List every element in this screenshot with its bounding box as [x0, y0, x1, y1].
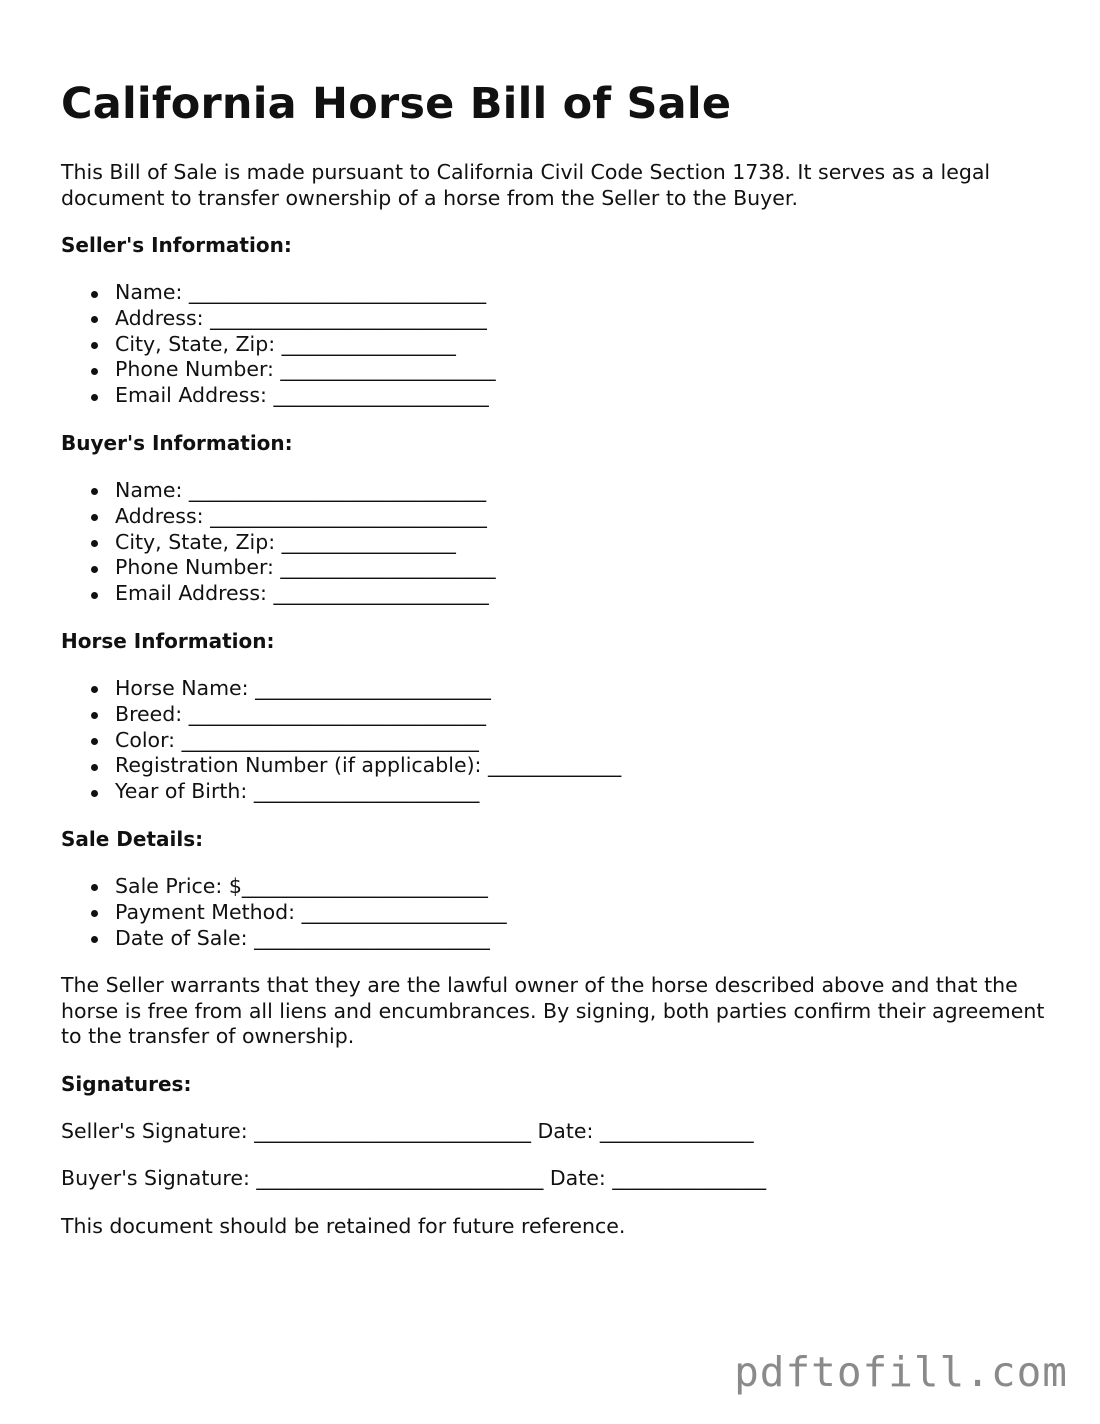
document-title: California Horse Bill of Sale — [61, 79, 732, 129]
buyer-address-field[interactable]: Address: ___________________________ — [115, 504, 1051, 530]
horse-breed-field[interactable]: Breed: _____________________________ — [115, 702, 1051, 728]
horse-name-field[interactable]: Horse Name: _______________________ — [115, 676, 1051, 702]
horse-birth-year-field[interactable]: Year of Birth: ______________________ — [115, 779, 1051, 805]
sale-details-list — [61, 874, 1051, 951]
sale-date-field[interactable]: Date of Sale: _______________________ — [115, 926, 1051, 952]
sale-section-heading: Sale Details: — [61, 826, 204, 851]
horse-color-field[interactable]: Color: _____________________________ — [115, 728, 1051, 754]
buyer-signature-line[interactable]: Buyer's Signature: ____________________________ Date: _______________ — [61, 1166, 767, 1191]
seller-section-heading: Seller's Information: — [61, 233, 292, 257]
buyer-email-field[interactable]: Email Address: _____________________ — [115, 581, 1051, 607]
seller-info-list — [61, 280, 1051, 409]
seller-signature-line[interactable]: Seller's Signature: ___________________________ Date: _______________ — [61, 1118, 754, 1143]
intro-paragraph: This Bill of Sale is made pursuant to California Civil Code Section 1738. It serves as a legal document to transfer ownership of a horse from the Seller to the Buyer. — [61, 160, 991, 210]
seller-phone-field[interactable]: Phone Number: _____________________ — [115, 357, 1051, 383]
buyer-city-state-zip-field[interactable]: City, State, Zip: _________________ — [115, 530, 1051, 556]
buyer-section-heading: Buyer's Information: — [61, 430, 293, 455]
sale-price-field[interactable]: Sale Price: $________________________ — [115, 874, 1051, 900]
signatures-heading: Signatures: — [61, 1071, 192, 1096]
horse-registration-field[interactable]: Registration Number (if applicable): _____________ — [115, 753, 1051, 779]
buyer-name-field[interactable]: Name: _____________________________ — [115, 478, 1051, 504]
buyer-info-list — [61, 478, 1051, 607]
seller-name-field[interactable]: Name: _____________________________ — [115, 280, 1051, 306]
retain-note: This document should be retained for future reference. — [61, 1213, 626, 1238]
horse-info-list — [61, 676, 1051, 805]
seller-email-field[interactable]: Email Address: _____________________ — [115, 383, 1051, 409]
seller-address-field[interactable]: Address: ___________________________ — [115, 306, 1051, 332]
warranty-paragraph: The Seller warrants that they are the lawful owner of the horse described above and that the horse is free from all liens and encumbrances. By signing, both parties confirm their agreement to the transfer of ownership. — [61, 973, 1045, 1049]
buyer-phone-field[interactable]: Phone Number: _____________________ — [115, 555, 1051, 581]
watermark-text: pdftofill.com — [734, 1348, 1068, 1396]
horse-section-heading: Horse Information: — [61, 628, 275, 653]
seller-city-state-zip-field[interactable]: City, State, Zip: _________________ — [115, 332, 1051, 358]
document-page — [61, 78, 1051, 1239]
payment-method-field[interactable]: Payment Method: ____________________ — [115, 900, 1051, 926]
